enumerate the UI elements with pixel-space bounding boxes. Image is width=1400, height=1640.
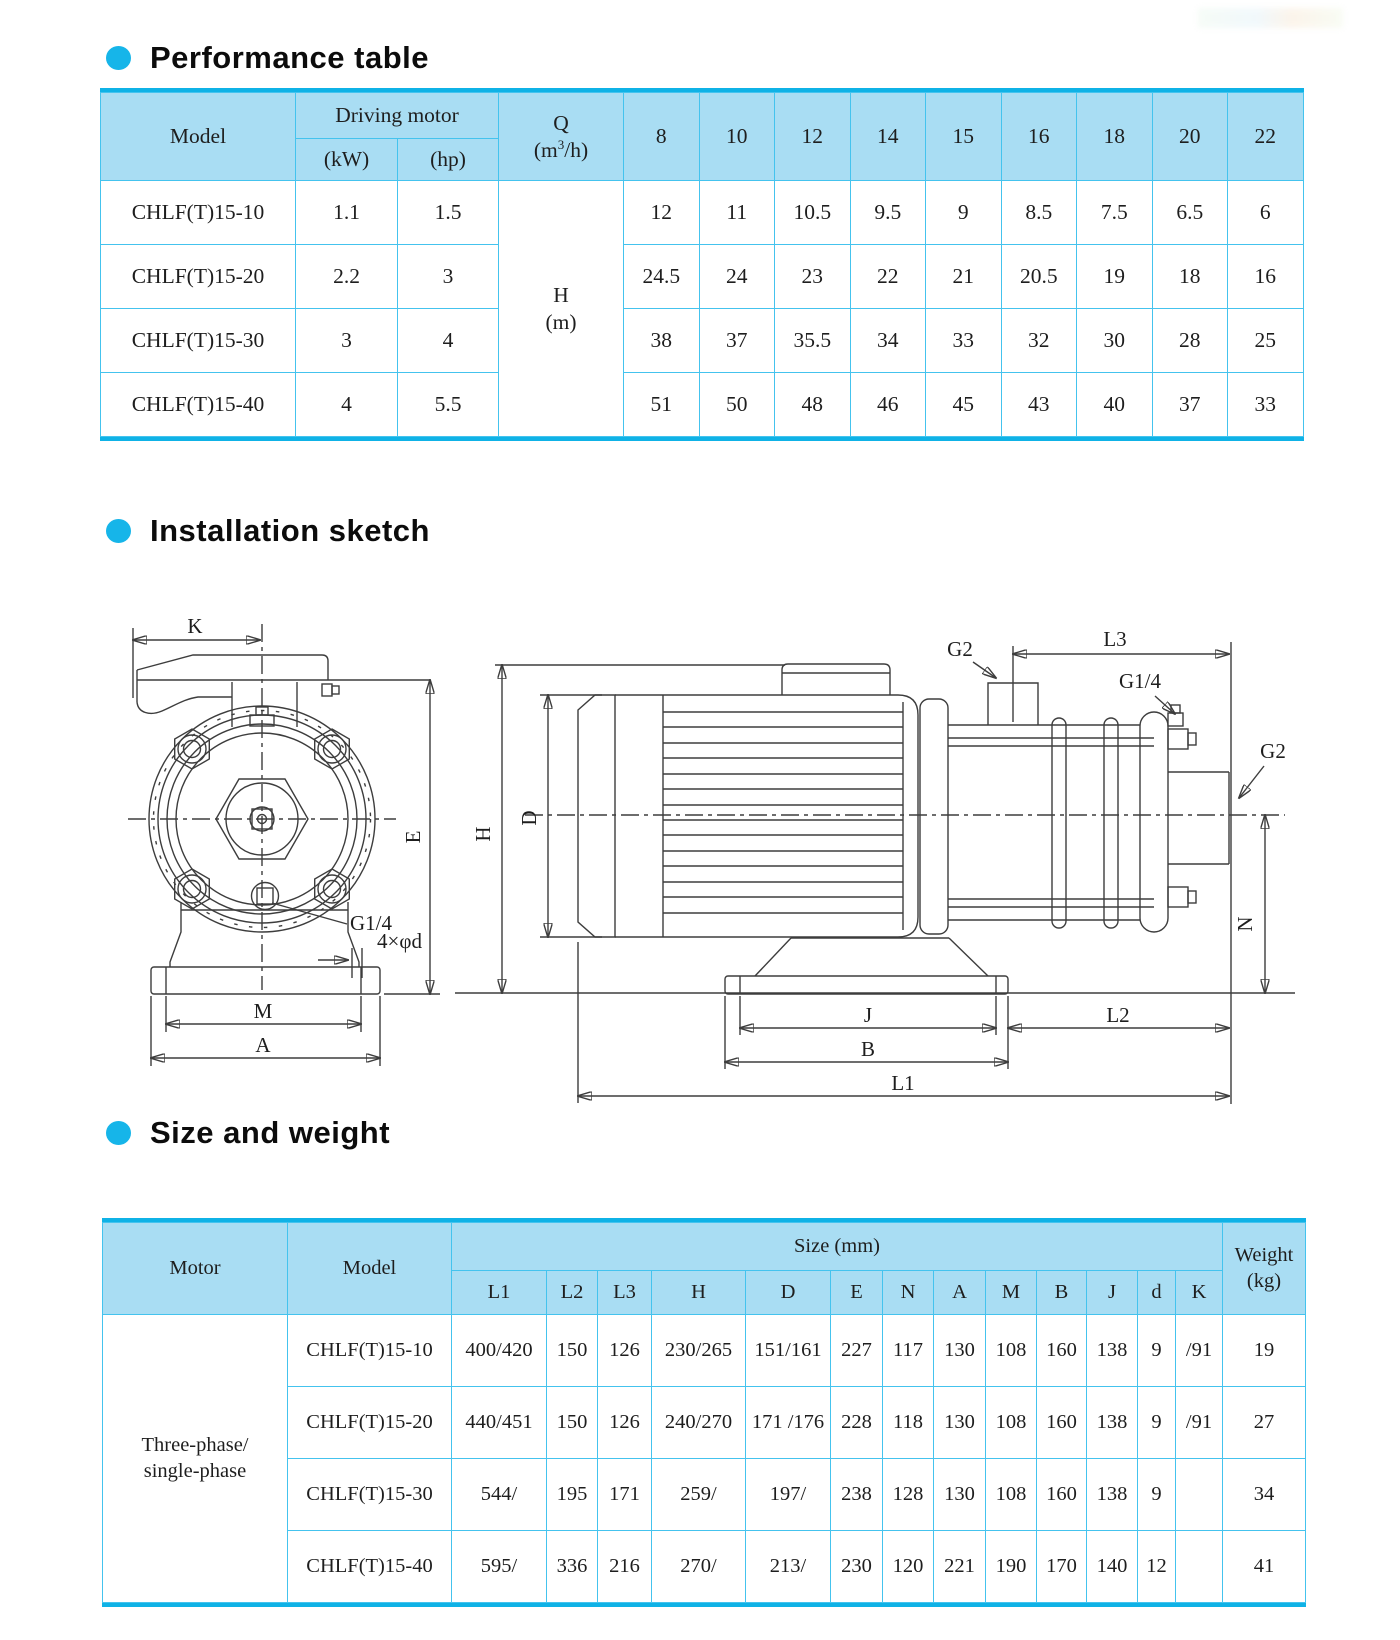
perf-head-cell: 48 bbox=[775, 373, 851, 437]
perf-head-cell: 51 bbox=[624, 373, 700, 437]
perf-kw-cell: 4 bbox=[296, 373, 398, 437]
perf-head-cell: 37 bbox=[1152, 373, 1228, 437]
perf-hp-cell: 1.5 bbox=[398, 181, 499, 245]
size-dim-header: A bbox=[934, 1271, 986, 1315]
dim-label-l2: L2 bbox=[1106, 1003, 1130, 1027]
perf-head-cell: 43 bbox=[1001, 373, 1077, 437]
perf-model-cell: CHLF(T)15-40 bbox=[101, 373, 296, 437]
installation-section-heading bbox=[106, 513, 430, 549]
size-row bbox=[103, 1315, 1306, 1387]
size-dim-cell: 238 bbox=[831, 1459, 883, 1531]
size-model-cell: CHLF(T)15-30 bbox=[288, 1459, 452, 1531]
perf-flow-header: 15 bbox=[926, 93, 1002, 181]
size-dim-cell: 228 bbox=[831, 1387, 883, 1459]
size-dim-cell: 150 bbox=[547, 1387, 598, 1459]
size-dim-cell: 138 bbox=[1087, 1459, 1138, 1531]
perf-flow-header: 8 bbox=[624, 93, 700, 181]
perf-row bbox=[101, 245, 1304, 309]
size-dim-cell: 108 bbox=[986, 1459, 1037, 1531]
perf-flow-header: 22 bbox=[1228, 93, 1304, 181]
perf-hp-cell: 5.5 bbox=[398, 373, 499, 437]
size-motor-cell: Three-phase/ single-phase bbox=[103, 1315, 288, 1603]
bullet-icon bbox=[106, 1121, 131, 1145]
perf-head-cell: 37 bbox=[699, 309, 775, 373]
size-model-cell: CHLF(T)15-40 bbox=[288, 1531, 452, 1603]
perf-head-cell: 32 bbox=[1001, 309, 1077, 373]
size-model-cell: CHLF(T)15-20 bbox=[288, 1387, 452, 1459]
size-dim-cell: 230/265 bbox=[652, 1315, 746, 1387]
perf-head-cell: 34 bbox=[850, 309, 926, 373]
pump-front-view-drawing bbox=[100, 572, 480, 1107]
perf-header-hp: (hp) bbox=[398, 139, 499, 181]
size-weight-table bbox=[102, 1222, 1306, 1603]
size-header-weight: Weight (kg) bbox=[1223, 1223, 1306, 1315]
perf-flow-header: 14 bbox=[850, 93, 926, 181]
size-dim-cell: /91 bbox=[1176, 1315, 1223, 1387]
size-header-motor: Motor bbox=[103, 1223, 288, 1315]
size-dim-cell: 140 bbox=[1087, 1531, 1138, 1603]
pedestal-base bbox=[151, 902, 380, 994]
perf-head-cell: 9.5 bbox=[850, 181, 926, 245]
size-dim-cell bbox=[1176, 1459, 1223, 1531]
dim-label-h: H bbox=[471, 826, 495, 842]
perf-kw-cell: 1.1 bbox=[296, 181, 398, 245]
size-title: Size and weight bbox=[150, 1115, 391, 1150]
size-dim-header: E bbox=[831, 1271, 883, 1315]
port-label-g14: G1/4 bbox=[350, 911, 392, 935]
perf-head-cell: 28 bbox=[1152, 309, 1228, 373]
size-dim-cell: 440/451 bbox=[452, 1387, 547, 1459]
perf-head-cell: 9 bbox=[926, 181, 1002, 245]
size-dim-cell bbox=[1176, 1531, 1223, 1603]
perf-hp-cell: 3 bbox=[398, 245, 499, 309]
size-dim-cell: 118 bbox=[883, 1387, 934, 1459]
perf-head-cell: 50 bbox=[699, 373, 775, 437]
size-dim-cell: 195 bbox=[547, 1459, 598, 1531]
perf-row bbox=[101, 373, 1304, 437]
pump-body bbox=[920, 683, 1229, 934]
size-dim-cell: 197/ bbox=[746, 1459, 831, 1531]
perf-flow-header: 12 bbox=[775, 93, 851, 181]
size-dim-header: L1 bbox=[452, 1271, 547, 1315]
size-dim-header: M bbox=[986, 1271, 1037, 1315]
size-dim-header: D bbox=[746, 1271, 831, 1315]
perf-flow-header: 16 bbox=[1001, 93, 1077, 181]
support-foot bbox=[725, 938, 1008, 994]
perf-h-cell: H (m) bbox=[499, 181, 624, 437]
size-dim-cell: 230 bbox=[831, 1531, 883, 1603]
perf-head-cell: 35.5 bbox=[775, 309, 851, 373]
size-dim-cell: 128 bbox=[883, 1459, 934, 1531]
port-label-g14: G1/4 bbox=[1119, 669, 1161, 693]
perf-head-cell: 23 bbox=[775, 245, 851, 309]
perf-head-cell: 25 bbox=[1228, 309, 1304, 373]
perf-head-cell: 38 bbox=[624, 309, 700, 373]
size-dim-header: N bbox=[883, 1271, 934, 1315]
perf-head-cell: 33 bbox=[926, 309, 1002, 373]
size-dim-cell: 160 bbox=[1037, 1315, 1087, 1387]
size-dim-header: K bbox=[1176, 1271, 1223, 1315]
size-table-wrap bbox=[102, 1218, 1306, 1607]
size-dim-cell: 170 bbox=[1037, 1531, 1087, 1603]
size-header-size-mm: Size (mm) bbox=[452, 1223, 1223, 1271]
perf-head-cell: 24 bbox=[699, 245, 775, 309]
perf-head-cell: 12 bbox=[624, 181, 700, 245]
terminal-box bbox=[782, 664, 890, 695]
dim-label-m: M bbox=[253, 999, 273, 1023]
perf-head-cell: 16 bbox=[1228, 245, 1304, 309]
size-dim-cell: 120 bbox=[883, 1531, 934, 1603]
dim-label-j: J bbox=[863, 1003, 873, 1027]
size-dim-header: d bbox=[1138, 1271, 1176, 1315]
size-section-heading bbox=[106, 1115, 390, 1151]
dim-label-l3: L3 bbox=[1103, 627, 1127, 651]
size-dim-cell: 270/ bbox=[652, 1531, 746, 1603]
dim-label-n: N bbox=[1233, 916, 1257, 932]
size-dim-cell: 221 bbox=[934, 1531, 986, 1603]
perf-kw-cell: 2.2 bbox=[296, 245, 398, 309]
perf-flow-header: 20 bbox=[1152, 93, 1228, 181]
size-dim-cell: 9 bbox=[1138, 1459, 1176, 1531]
size-weight-cell: 34 bbox=[1223, 1459, 1306, 1531]
size-dim-cell: 160 bbox=[1037, 1459, 1087, 1531]
perf-head-cell: 30 bbox=[1077, 309, 1153, 373]
perf-head-cell: 46 bbox=[850, 373, 926, 437]
size-dim-header: L3 bbox=[598, 1271, 652, 1315]
size-dim-cell: 171 /176 bbox=[746, 1387, 831, 1459]
size-dim-cell: 130 bbox=[934, 1315, 986, 1387]
dim-label-a: A bbox=[255, 1033, 271, 1057]
size-dim-header: L2 bbox=[547, 1271, 598, 1315]
size-dim-cell: 160 bbox=[1037, 1387, 1087, 1459]
perf-head-cell: 11 bbox=[699, 181, 775, 245]
perf-head-cell: 40 bbox=[1077, 373, 1153, 437]
faint-watermark bbox=[1198, 8, 1343, 28]
installation-title: Installation sketch bbox=[150, 513, 430, 548]
size-dim-cell: 400/420 bbox=[452, 1315, 547, 1387]
q-unit: $(m^3/h)$ bbox=[533, 136, 589, 162]
dim-label-k: K bbox=[187, 614, 203, 638]
perf-head-cell: 19 bbox=[1077, 245, 1153, 309]
perf-header-driving-motor: Driving motor bbox=[296, 93, 499, 139]
perf-head-cell: 18 bbox=[1152, 245, 1228, 309]
size-dim-cell: 108 bbox=[986, 1315, 1037, 1387]
perf-head-cell: 8.5 bbox=[1001, 181, 1077, 245]
perf-model-cell: CHLF(T)15-10 bbox=[101, 181, 296, 245]
size-dim-cell: 12 bbox=[1138, 1531, 1176, 1603]
size-dim-cell: 216 bbox=[598, 1531, 652, 1603]
perf-head-cell: 24.5 bbox=[624, 245, 700, 309]
perf-head-cell: 6 bbox=[1228, 181, 1304, 245]
motor-body bbox=[578, 664, 918, 937]
size-dim-cell: 126 bbox=[598, 1387, 652, 1459]
perf-header-model: Model bbox=[101, 93, 296, 181]
bullet-icon bbox=[106, 519, 131, 543]
perf-head-cell: 6.5 bbox=[1152, 181, 1228, 245]
size-weight-cell: 27 bbox=[1223, 1387, 1306, 1459]
perf-row bbox=[101, 181, 1304, 245]
size-dim-cell: 213/ bbox=[746, 1531, 831, 1603]
q-symbol: Q bbox=[553, 110, 569, 135]
dim-label-l1: L1 bbox=[891, 1071, 915, 1095]
size-model-cell: CHLF(T)15-10 bbox=[288, 1315, 452, 1387]
size-dim-cell: 126 bbox=[598, 1315, 652, 1387]
size-header-model: Model bbox=[288, 1223, 452, 1315]
port-label-g2-right: G2 bbox=[1260, 739, 1286, 763]
perf-header-q bbox=[499, 93, 624, 181]
size-dim-cell: 117 bbox=[883, 1315, 934, 1387]
performance-title: Performance table bbox=[150, 40, 429, 75]
perf-flow-header: 10 bbox=[699, 93, 775, 181]
size-dim-cell: 336 bbox=[547, 1531, 598, 1603]
perf-kw-cell: 3 bbox=[296, 309, 398, 373]
bolt-note-label: 4×φd bbox=[377, 929, 422, 953]
bullet-icon bbox=[106, 46, 131, 70]
perf-header-kw: (kW) bbox=[296, 139, 398, 181]
perf-hp-cell: 4 bbox=[398, 309, 499, 373]
size-dim-cell: 595/ bbox=[452, 1531, 547, 1603]
size-dim-cell: 108 bbox=[986, 1387, 1037, 1459]
size-dim-cell: 150 bbox=[547, 1315, 598, 1387]
size-dim-header: J bbox=[1087, 1271, 1138, 1315]
dimension-lines bbox=[133, 628, 440, 1066]
perf-head-cell: 21 bbox=[926, 245, 1002, 309]
size-dim-cell: /91 bbox=[1176, 1387, 1223, 1459]
port-label-g2-top: G2 bbox=[947, 637, 973, 661]
performance-table bbox=[100, 92, 1304, 437]
perf-model-cell: CHLF(T)15-20 bbox=[101, 245, 296, 309]
size-dim-cell: 138 bbox=[1087, 1387, 1138, 1459]
perf-flow-header: 18 bbox=[1077, 93, 1153, 181]
size-dim-cell: 138 bbox=[1087, 1315, 1138, 1387]
perf-head-cell: 45 bbox=[926, 373, 1002, 437]
size-dim-cell: 171 bbox=[598, 1459, 652, 1531]
perf-model-cell: CHLF(T)15-30 bbox=[101, 309, 296, 373]
size-weight-cell: 41 bbox=[1223, 1531, 1306, 1603]
perf-head-cell: 22 bbox=[850, 245, 926, 309]
dim-label-e: E bbox=[401, 830, 425, 844]
dimension-lines bbox=[495, 642, 1265, 1104]
size-dim-cell: 190 bbox=[986, 1531, 1037, 1603]
size-weight-cell: 19 bbox=[1223, 1315, 1306, 1387]
performance-table-wrap bbox=[100, 88, 1304, 441]
dim-label-b: B bbox=[860, 1037, 876, 1061]
size-dim-cell: 227 bbox=[831, 1315, 883, 1387]
perf-head-cell: 7.5 bbox=[1077, 181, 1153, 245]
performance-section-heading bbox=[106, 40, 429, 76]
size-dim-header: B bbox=[1037, 1271, 1087, 1315]
size-dim-cell: 240/270 bbox=[652, 1387, 746, 1459]
perf-head-cell: 10.5 bbox=[775, 181, 851, 245]
perf-head-cell: 20.5 bbox=[1001, 245, 1077, 309]
size-dim-cell: 9 bbox=[1138, 1315, 1176, 1387]
size-dim-cell: 259/ bbox=[652, 1459, 746, 1531]
mounting-bracket bbox=[137, 655, 430, 727]
size-dim-cell: 544/ bbox=[452, 1459, 547, 1531]
dim-label-d: D bbox=[517, 810, 541, 826]
pump-side-view-drawing bbox=[440, 572, 1310, 1117]
size-dim-cell: 130 bbox=[934, 1459, 986, 1531]
perf-head-cell: 33 bbox=[1228, 373, 1304, 437]
perf-row bbox=[101, 309, 1304, 373]
size-dim-cell: 9 bbox=[1138, 1387, 1176, 1459]
size-dim-header: H bbox=[652, 1271, 746, 1315]
size-dim-cell: 130 bbox=[934, 1387, 986, 1459]
size-dim-cell: 151/161 bbox=[746, 1315, 831, 1387]
